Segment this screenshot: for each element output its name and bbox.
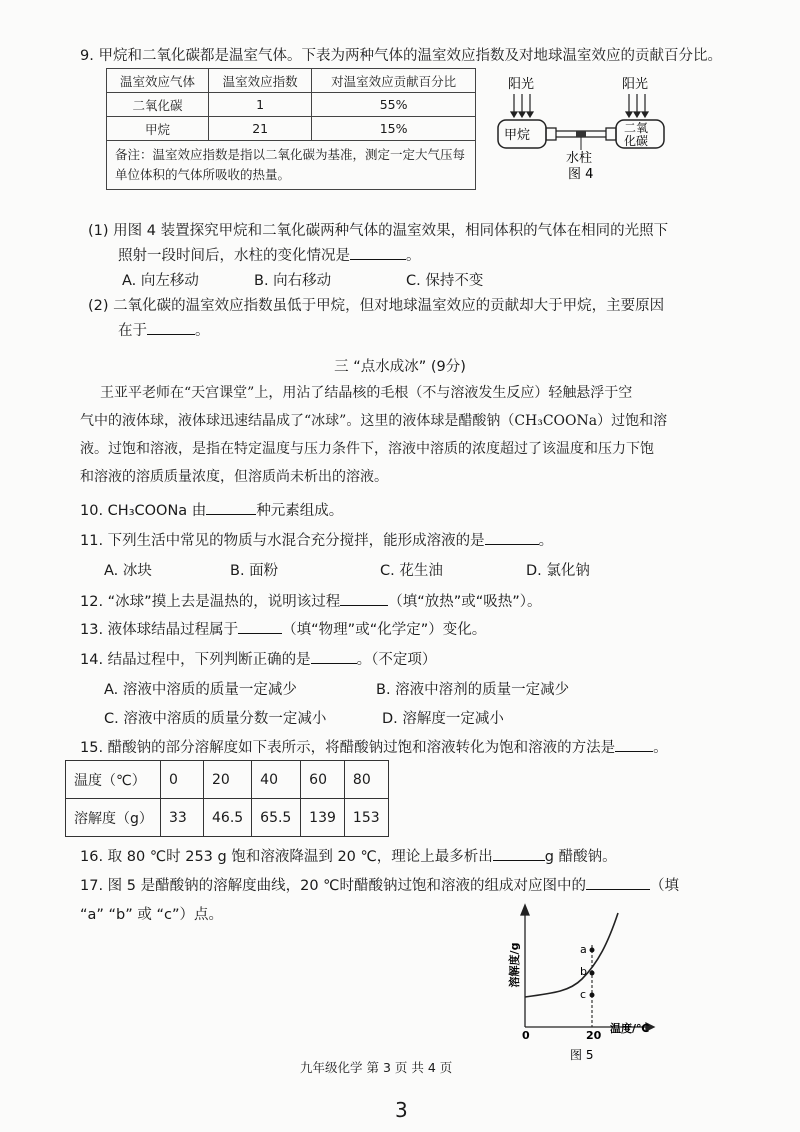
option-a[interactable]: A. 向左移动 [122, 273, 199, 289]
text: g 醋酸钠。 [544, 849, 617, 865]
passage-line: 气中的液体球，液体球迅速结晶成了“冰球”。这里的液体球是醋酸钠（CH₃COONa）过饱和溶 [80, 413, 668, 429]
flask-right-label: 二氧 [624, 121, 649, 135]
q11-stem [80, 529, 553, 550]
page-footer: 九年级化学 第 3 页 共 4 页 [300, 1060, 453, 1075]
point-b-label: b [580, 965, 587, 978]
text: 照射一段时间后，水柱的变化情况是 [118, 248, 350, 264]
origin-label: 0 [522, 1029, 530, 1042]
water-label: 水柱 [566, 151, 593, 166]
table-cell: 0 [161, 761, 204, 799]
table-header: 温室效应气体 [107, 69, 209, 93]
figure-5-solubility-curve [500, 895, 670, 1065]
text: 在于 [118, 323, 147, 339]
text: 11. 下列生活中常见的物质与水混合充分搅拌，能形成溶液的是 [80, 533, 485, 549]
table-cell: 40 [252, 761, 301, 799]
table-cell: 33 [161, 799, 204, 837]
text: 16. 取 80 ℃时 253 g 饱和溶液降温到 20 ℃，理论上最多析出 [80, 849, 493, 865]
answer-blank[interactable] [147, 320, 195, 336]
table-header: 对温室效应贡献百分比 [312, 69, 476, 93]
page-number: 3 [395, 1098, 408, 1122]
table-header: 温室效应指数 [209, 69, 312, 93]
text: 。（不定项） [356, 652, 437, 668]
q13 [80, 618, 486, 639]
y-axis-label: 溶解度/g [508, 942, 521, 988]
flask-left-label: 甲烷 [504, 128, 531, 143]
option-a[interactable]: A. 冰块 [104, 563, 152, 579]
q9-sub2-line2 [118, 319, 210, 340]
q15-stem [80, 736, 668, 757]
q9-stem: 9. 甲烷和二氧化碳都是温室气体。下表为两种气体的温室效应指数及对地球温室效应的贡献百分比。 [80, 48, 722, 64]
table-note: 备注：温室效应指数是指以二氧化碳为基准，测定一定大气压每单位体积的气体所吸收的热量。 [107, 141, 476, 190]
y-axis [521, 905, 529, 1027]
q14-option-c[interactable]: C. 溶液中溶质的质量分数一定减小 [104, 711, 327, 727]
point-c-label: c [580, 988, 587, 1001]
q10 [80, 499, 343, 520]
text: 15. 醋酸钠的部分溶解度如下表所示，将醋酸钠过饱和溶液转化为饱和溶液的方法是 [80, 740, 616, 756]
q12 [80, 590, 542, 611]
table-cell: 温度（℃） [66, 761, 161, 799]
table-cell: 15% [312, 117, 476, 141]
option-b[interactable]: B. 面粉 [230, 563, 279, 579]
option-c[interactable]: C. 保持不变 [406, 273, 484, 289]
text: 。 [195, 323, 210, 339]
text: 。 [653, 740, 668, 756]
figure-5-caption: 图 5 [570, 1048, 594, 1062]
table-cell: 溶解度（g） [66, 799, 161, 837]
x-axis-label: 温度/℃ [610, 1022, 650, 1035]
table-cell: 60 [301, 761, 345, 799]
flask-right-label: 化碳 [624, 134, 649, 148]
text: （填“放热”或“吸热”）。 [388, 594, 542, 610]
q11-options [104, 559, 590, 580]
table-cell: 46.5 [204, 799, 252, 837]
passage-line: 液。过饱和溶液，是指在特定温度与压力条件下，溶液中溶质的浓度超过了该温度和压力下饱 [80, 441, 654, 457]
table-cell: 80 [344, 761, 388, 799]
table-cell: 21 [209, 117, 312, 141]
option-d[interactable]: D. 氯化钠 [526, 563, 590, 579]
q9-sub1-line2 [118, 244, 421, 265]
option-b[interactable]: B. 向右移动 [254, 273, 332, 289]
table-cell: 20 [204, 761, 252, 799]
sun-label-right: 阳光 [622, 77, 649, 92]
q16 [80, 845, 617, 866]
point-a [590, 948, 595, 953]
answer-blank[interactable] [206, 500, 256, 516]
solubility-table [65, 760, 389, 837]
passage-line: 和溶液的溶质质量浓度，但溶质尚未析出的溶液。 [80, 469, 388, 485]
q9-sub1-options [122, 269, 483, 290]
solubility-curve [525, 913, 618, 997]
sun-label-left: 阳光 [508, 77, 535, 92]
section-3-title: 三 “点水成冰” (9分) [334, 359, 466, 375]
q9-sub2-line1: (2) 二氧化碳的温室效应指数虽低于甲烷，但对地球温室效应的贡献却大于甲烷，主要原因 [88, 298, 665, 314]
water-column [576, 131, 586, 137]
answer-blank[interactable] [493, 846, 545, 862]
q17-line1 [80, 874, 679, 895]
text: 13. 液体球结晶过程属于 [80, 622, 239, 638]
table-cell: 二氧化碳 [107, 93, 209, 117]
option-c[interactable]: C. 花生油 [380, 563, 443, 579]
table-cell: 55% [312, 93, 476, 117]
point-b [590, 971, 595, 976]
answer-blank[interactable] [615, 737, 653, 753]
text: 。 [538, 533, 554, 549]
greenhouse-table [106, 68, 476, 190]
answer-blank[interactable] [485, 530, 539, 546]
figure-4-apparatus [488, 72, 688, 182]
figure-4-caption: 图 4 [568, 167, 594, 182]
q9-sub1-line1: (1) 用图 4 装置探究甲烷和二氧化碳两种气体的温室效果，相同体积的气体在相同的光照下 [88, 223, 669, 239]
answer-blank[interactable] [340, 591, 388, 607]
text: 种元素组成。 [256, 503, 344, 519]
text: 。 [406, 248, 421, 264]
q14-option-b[interactable]: B. 溶液中溶剂的质量一定减少 [376, 682, 570, 698]
text: 14. 结晶过程中，下列判断正确的是 [80, 652, 311, 668]
point-a-label: a [580, 943, 587, 956]
text: （填“物理”或“化学定”）变化。 [282, 622, 487, 638]
q17-line2: “a” “b” 或 “c”）点。 [80, 907, 223, 923]
point-c [590, 993, 595, 998]
answer-blank[interactable] [238, 619, 282, 635]
answer-blank[interactable] [586, 875, 650, 891]
table-cell: 65.5 [252, 799, 301, 837]
text: 17. 图 5 是醋酸钠的溶解度曲线，20 ℃时醋酸钠过饱和溶液的组成对应图中的 [80, 878, 586, 894]
table-cell: 1 [209, 93, 312, 117]
x-tick-label: 20 [586, 1029, 602, 1042]
table-cell: 153 [344, 799, 388, 837]
q14-option-a[interactable]: A. 溶液中溶质的质量一定减少 [104, 682, 297, 698]
sunlight-arrows-icon [511, 94, 648, 117]
answer-blank[interactable] [350, 245, 406, 261]
text: 12. “冰球”摸上去是温热的，说明该过程 [80, 594, 341, 610]
passage-line: 王亚平老师在“天宫课堂”上，用沾了结晶核的毛根（不与溶液发生反应）轻触悬浮于空 [100, 385, 633, 401]
table-cell: 甲烷 [107, 117, 209, 141]
table-cell: 139 [301, 799, 345, 837]
q14 [80, 648, 436, 669]
q14-option-d[interactable]: D. 溶解度一定减小 [382, 711, 504, 727]
text: （填 [649, 878, 679, 894]
text: 10. CH₃COONa 由 [80, 503, 207, 519]
answer-blank[interactable] [311, 649, 357, 665]
